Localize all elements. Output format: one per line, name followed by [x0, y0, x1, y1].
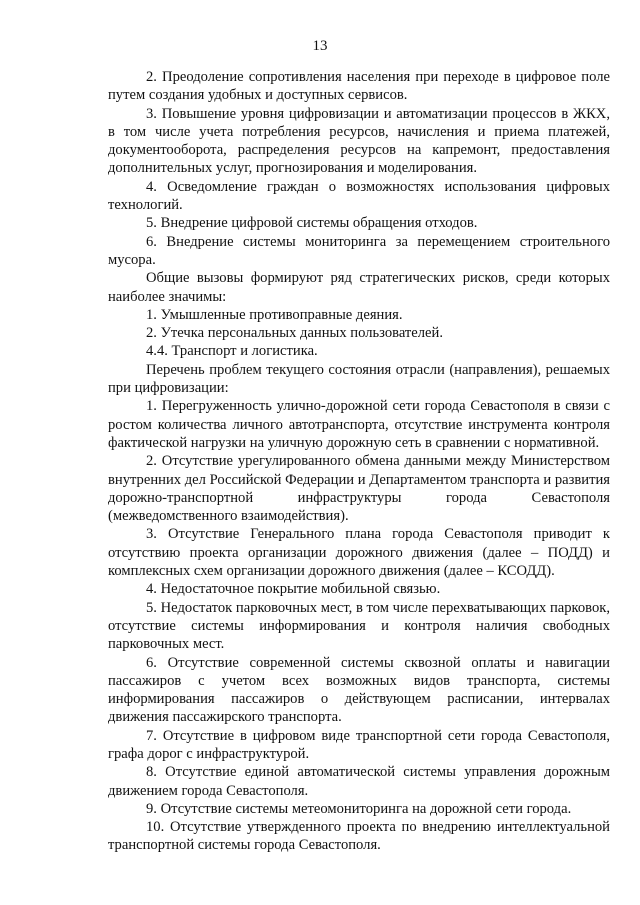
paragraph: Общие вызовы формируют ряд стратегических рисков, среди которых наиболее значимы:	[108, 270, 610, 305]
paragraph: 4. Недостаточное покрытие мобильной связью.	[146, 581, 441, 598]
paragraph: 2. Утечка персональных данных пользователей.	[146, 325, 443, 342]
page-number: 13	[312, 38, 328, 54]
paragraph: 3. Отсутствие Генерального плана города Севастополя приводит к отсутствию проекта организации дорожного движения (далее – ПОДД) и комплексных схем организации дорожного движения (далее – КСОДД).	[108, 526, 610, 580]
paragraph: 2. Преодоление сопротивления населения при переходе в цифровое поле путем создания удобных и доступных сервисов.	[108, 69, 610, 104]
paragraph: 4. Осведомление граждан о возможностях использования цифровых технологий.	[108, 178, 610, 214]
section-heading: 4.4. Транспорт и логистика.	[146, 343, 318, 360]
paragraph: 3. Повышение уровня цифровизации и автоматизации процессов в ЖКХ, в том числе учета потребления ресурсов, начисления и приема платежей, документооборота, распределения ресурсов на капремонт, предоставления дополнительных услуг, прогнозирования и моделирования.	[108, 105, 610, 177]
paragraph: 5. Внедрение цифровой системы обращения отходов.	[146, 215, 478, 232]
paragraph: 1. Перегруженность улично-дорожной сети города Севастополя в связи с ростом количества личного автотранспорта, отсутствие инструмента контроля фактической нагрузки на уличную дорожную сеть в сравнении с нормативной.	[108, 398, 610, 451]
paragraph: 6. Внедрение системы мониторинга за перемещением строительного мусора.	[108, 233, 610, 268]
document-body	[108, 68, 610, 855]
paragraph: 7. Отсутствие в цифровом виде транспортной сети города Севастополя, графа дорог с инфраструктурой.	[108, 727, 610, 762]
paragraph: 6. Отсутствие современной системы сквозной оплаты и навигации пассажиров с учетом всех возможных видов транспорта, системы информирования пассажиров о действующем расписании, интервалах движения пассажирского транспорта.	[108, 654, 610, 726]
paragraph: 9. Отсутствие системы метеомониторинга на дорожной сети города.	[146, 800, 572, 817]
paragraph: 10. Отсутствие утвержденного проекта по внедрению интеллектуальной транспортной системы города Севастополя.	[108, 819, 610, 854]
paragraph: 8. Отсутствие единой автоматической системы управления дорожным движением города Севастополя.	[108, 764, 610, 799]
paragraph: Перечень проблем текущего состояния отрасли (направления), решаемых при цифровизации:	[108, 361, 610, 397]
paragraph: 1. Умышленные противоправные деяния.	[146, 306, 403, 323]
paragraph: 2. Отсутствие урегулированного обмена данными между Министерством внутренних дел Российской Федерации и Департаментом транспорта и развития дорожно-транспортной инфраструктуры города Севастополя (межведомственного взаимодействия).	[108, 453, 610, 525]
paragraph: 5. Недостаток парковочных мест, в том числе перехватывающих парковок, отсутствие системы информирования и контроля наличия свободных парковочных мест.	[108, 599, 610, 653]
